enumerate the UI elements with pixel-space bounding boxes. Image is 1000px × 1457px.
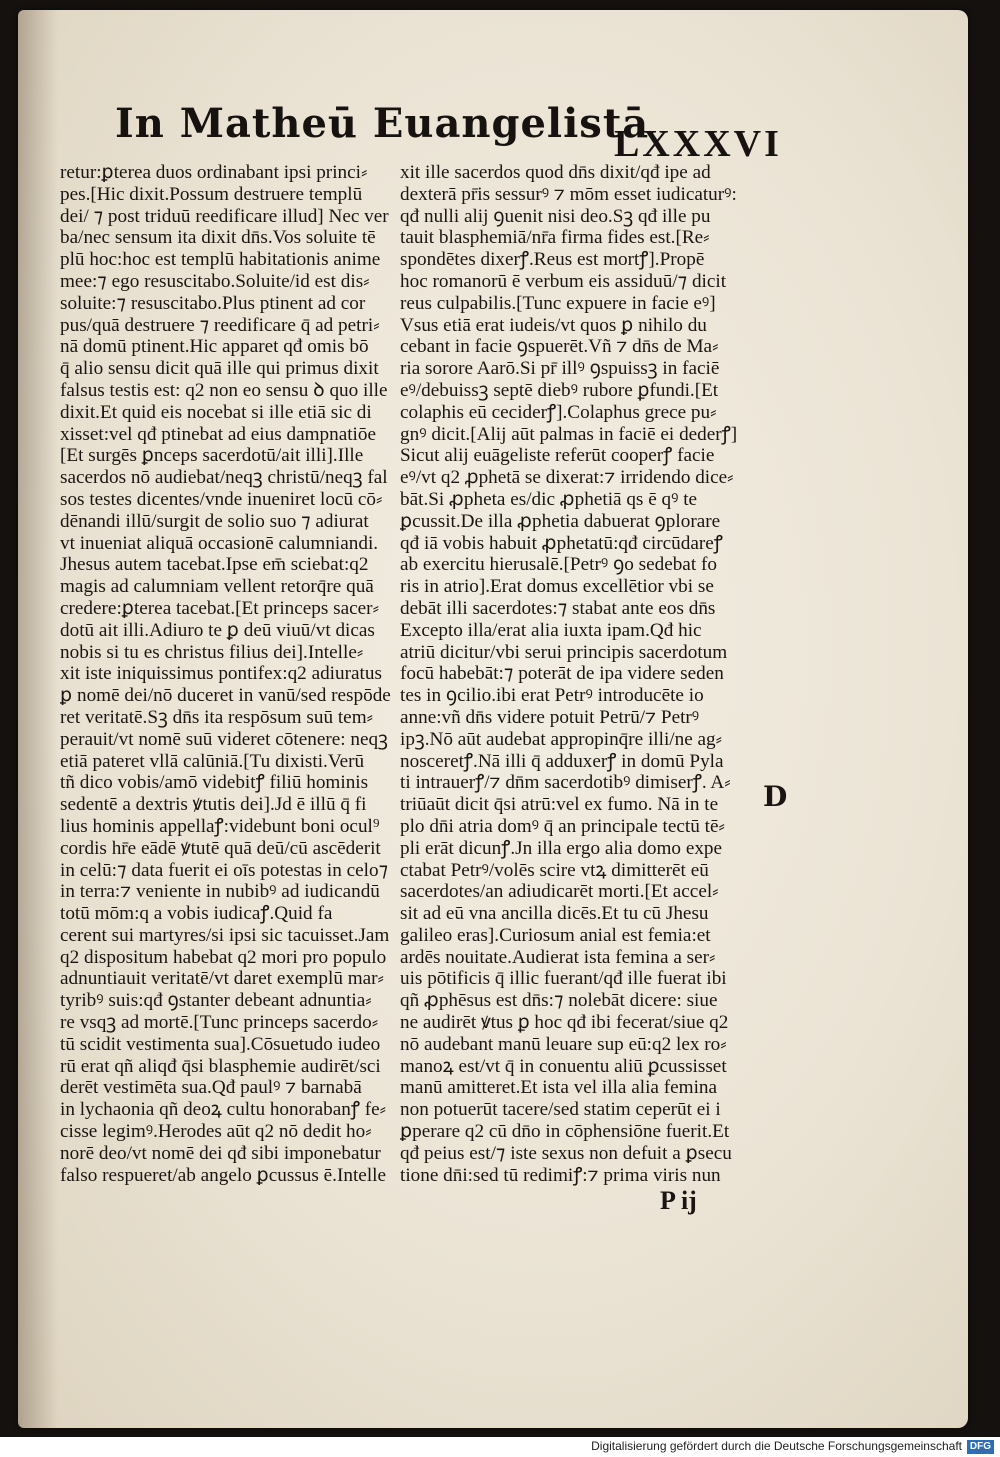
text-line: manū amitteret.Et ista vel illa alia femina: [400, 1077, 718, 1099]
text-line: galileo eras].Curiosum anial est femia:et: [400, 924, 711, 946]
text-line: Jhesus autem tacebat.Ipse em̄ sciebat:q2: [60, 554, 369, 576]
text-line: nō audebant manū leuare sup eū:q2 lex ro⸗: [400, 1033, 727, 1055]
text-line: qñ ꝓphēsus est dn̄s:⁊ nolebāt dicere: siue: [400, 990, 718, 1012]
text-line: tes in ꝯcilio.ibi erat Petrꝰ introducēte io: [400, 685, 704, 707]
text-line: ret veritatē.Sꝫ dn̄s ita respōsum suū tem⸗: [60, 706, 374, 728]
text-line: retur:ꝑterea duos ordinabant ipsi princi⸗: [60, 162, 368, 183]
text-line: cordis hr̄e eādē ꝟtutē quā deū/cū ascēderit: [60, 837, 381, 859]
text-line: credere:ꝑterea tacebat.[Et princeps sacer⸗: [60, 597, 379, 619]
text-column-left: [60, 162, 395, 1186]
text-line: in terra:⁊ veniente in nubibꝰ ad iudicandū: [60, 881, 380, 903]
footer-credit: Digitalisierung gefördert durch die Deutsche Forschungsgemeinschaft: [591, 1439, 962, 1453]
text-line: ti intrauerꝭ/⁊ dn̄m sacerdotibꝰ dimiserꝭ. A⸗: [400, 772, 731, 794]
text-line: sacerdos nō audiebat/neqꝫ christū/neqꝫ fal: [60, 467, 388, 489]
text-line: dixit.Et quid eis nocebat si ille etiā sic di: [60, 401, 372, 423]
text-line: manoꝝ est/vt q̄ in conuentu aliū ꝑcussisset: [400, 1055, 727, 1077]
text-line: xit iste iniquissimus pontifex:q2 adiuratus: [60, 663, 382, 685]
text-line: pus/quā destruere ⁊ reedificare q̄ ad petri⸗: [60, 314, 380, 336]
text-line: ꝑcussit.De illa ꝓphetia dabuerat ꝯplorare: [400, 510, 721, 532]
text-line: focū habebāt:⁊ poterāt de ipa videre seden: [400, 663, 724, 685]
text-line: tione dn̄i:sed tū redimiꝭ:⁊ prima viris nun: [400, 1164, 721, 1186]
text-line: plo dn̄i atria domꝰ q̄ an principale tectū tē⸗: [400, 815, 725, 837]
text-line: [Et surgēs ꝑnceps sacerdotū/ait illi].Ille: [60, 445, 364, 467]
text-line: sit ad eū vna ancilla dicēs.Et tu cū Jhesu: [400, 903, 709, 925]
text-line: nobis si tu es christus filius dei].Intelle⸗: [60, 641, 364, 663]
text-line: tū scidit vestimenta sua].Cōsuetudo iudeo: [60, 1033, 381, 1055]
text-line: ne audirēt ꝟtus ꝑ hoc qđ ibi fecerat/siue q2: [400, 1012, 729, 1034]
marginal-letter: D: [763, 780, 788, 813]
text-line: ria sorore Aarō.Si pr̄ illꝰ ꝯspuissꝫ in faciē: [400, 358, 720, 380]
text-line: q2 dispositum habebat q2 mori pro populo: [60, 946, 387, 968]
text-line: dexterā pr̄is sessurꝰ ⁊ mōm esset iudicaturꝰ:: [400, 183, 737, 205]
text-line: pes.[Hic dixit.Possum destruere templū: [60, 183, 363, 205]
text-line: adnuntiauit veritatē/vt daret exemplū mar⸗: [60, 968, 384, 990]
text-line: dei/ ⁊ post triduū reedificare illud] Nec ver: [60, 205, 389, 227]
text-line: xit ille sacerdos quod dn̄s dixit/qđ ipe ad: [400, 162, 711, 183]
text-line: in lychaonia qñ deoꝝ cultu honorabanꝭ fe⸗: [60, 1099, 387, 1121]
text-line: falsus testis est: q2 non eo sensu ꝺ quo ille: [60, 379, 388, 401]
text-line: ba/nec sensum ita dixit dn̄s.Vos soluite tē: [60, 227, 376, 249]
running-title: In Matheū Euangelistā: [115, 100, 650, 147]
text-line: totū mōm:q a vobis iudicaꝭ.Quid fa: [60, 903, 333, 925]
text-line: debāt illi sacerdotes:⁊ stabat ante eos dn̄s: [400, 597, 716, 619]
text-line: Vsus etiā erat iudeis/vt quos ꝑ nihilo du: [400, 314, 707, 336]
text-line: xisset:vel qđ ptinebat ad eius dampnatiōe: [60, 423, 376, 445]
text-line: q̄ alio sensu dicit quā ille qui primus dixit: [60, 358, 379, 380]
text-line: re vsqꝫ ad mortē.[Tunc princeps sacerdo⸗: [60, 1012, 379, 1034]
dfg-logo: DFG: [967, 1440, 994, 1454]
text-line: qđ nulli alij ꝯuenit nisi deo.Sꝫ qđ ille pu: [400, 205, 711, 227]
text-line: tñ dico vobis/amō videbitꝭ filiū hominis: [60, 772, 369, 794]
text-line: falso respueret/ab angelo ꝑcussus ē.Intelle: [60, 1164, 386, 1186]
text-line: non potuerūt tacere/sed statim ceperūt ei i: [400, 1099, 721, 1121]
signature-mark: P ij: [660, 1186, 697, 1215]
text-line: lius hominis appellaꝭ:videbunt boni ocul⁹: [60, 815, 380, 837]
page-gutter-shadow: [18, 10, 58, 1428]
text-line: rū erat qñ aliqđ q̄si blasphemie audirēt/sci: [60, 1055, 381, 1077]
text-line: sedentē a dextris ꝟtutis dei].Jd ē illū q̄ fi: [60, 794, 367, 816]
text-line: sacerdotes/an adiudicarēt morti.[Et accel⸗: [400, 881, 719, 903]
folio-number: LXXXVI: [614, 123, 782, 165]
text-line: nā domū ptinent.Hic apparet qđ omis bō: [60, 336, 369, 358]
text-line: qđ peius est/⁊ iste sexus non defuit a ꝑsecu: [400, 1142, 732, 1164]
footer-bar: [0, 1437, 1000, 1457]
text-line: tauit blasphemiā/nr̄a firma fides est.[Re⸗: [400, 227, 710, 249]
text-line: in celū:⁊ data fuerit ei oīs potestas in celo⁊: [60, 859, 389, 881]
text-line: pli erāt dicunꝭ.Jn illa ergo alia domo expe: [400, 837, 723, 859]
text-line: uis pōtificis q̄ illic fuerant/qđ ille fuerat ibi: [400, 968, 727, 990]
text-line: spondētes dixerꝭ.Reus est mortꝭ].Propē: [400, 249, 705, 271]
text-line: eꝰ/vt q2 ꝓphetā se dixerat:⁊ irridendo dice⸗: [400, 467, 734, 489]
text-line: ꝑ nomē dei/nō duceret in vanū/sed respōde: [60, 685, 391, 707]
text-line: plū hoc:hoc est templū habitationis anime: [60, 249, 381, 271]
text-column-right: [400, 162, 755, 1186]
text-line: bāt.Si ꝓpheta es/dic ꝓphetiā qs ē qꝰ te: [400, 488, 698, 510]
text-line: ctabat Petrꝰ/volēs scire vtꝝ dimitterēt eū: [400, 859, 709, 881]
text-line: etiā pateret vllā calūniā.[Tu dixisti.Verū: [60, 750, 365, 772]
text-line: Excepto illa/erat alia iuxta ipam.Qđ hic: [400, 619, 702, 641]
text-line: vt inueniat aliquā occasionē calumniandi.: [60, 532, 379, 554]
book-page: [18, 10, 968, 1428]
text-line: Sicut alij euāgeliste referūt cooperꝭ facie: [400, 445, 715, 467]
text-line: dotū ait illi.Adiuro te ꝑ deū viuū/vt dicas: [60, 619, 375, 641]
text-line: mee:⁊ ego resuscitabo.Soluite/id est dis⸗: [60, 270, 370, 292]
text-line: ardēs nouitate.Audierat ista femina a ser⸗: [400, 946, 716, 968]
text-line: ab exercitu hierusalē.[Petrꝰ ꝯo sedebat fo: [400, 554, 717, 576]
text-line: dēnandi illū/surgit de solio suo ⁊ adiurat: [60, 510, 369, 532]
text-line: eꝰ/debuissꝫ septē diebꝰ rubore ꝑfundi.[Et: [400, 379, 719, 401]
text-line: cerent sui martyres/si ipsi sic tacuisset.Jam: [60, 924, 390, 946]
text-line: magis ad calumniam vellent retorq̄re quā: [60, 576, 374, 598]
text-line: triūaūt dicit q̄si atrū:vel ex fumo. Nā in te: [400, 794, 719, 816]
text-line: atriū dicitur/vbi serui principis sacerdotum: [400, 641, 728, 663]
text-line: nosceretꝭ.Nā illi q̄ adduxerꝭ in domū Pyla: [400, 750, 724, 772]
text-line: soluite:⁊ resuscitabo.Plus ptinent ad cor: [60, 292, 366, 314]
text-line: ipꝫ.Nō aūt audebat appropinq̄re illi/ne ag⸗: [400, 728, 723, 750]
text-line: perauit/vt nomē suū videret cōtenere: neqꝫ: [60, 728, 388, 750]
text-line: tyribꝰ suis:qđ ꝯstanter debeant adnuntia⸗: [60, 990, 372, 1012]
text-line: reus culpabilis.[Tunc expuere in facie eꝰ]: [400, 292, 716, 314]
text-line: norē deo/vt nomē dei qđ sibi imponebatur: [60, 1142, 381, 1164]
text-line: anne:vñ dn̄s videre potuit Petrū/⁊ Petrꝰ: [400, 706, 700, 728]
text-line: ris in atrio].Erat domus excellētior vbi se: [400, 576, 714, 598]
text-line: sos testes dicentes/vnde inueniret locū cō⸗: [60, 488, 383, 510]
text-line: hoc romanorū ē verbum eis assiduū/⁊ dicit: [400, 270, 727, 292]
text-line: gnꝰ dicit.[Alij aūt palmas in faciē ei dederꝭ]: [400, 423, 738, 445]
text-line: derēt vestimēta sua.Qđ paulꝰ ⁊ barnabā: [60, 1077, 362, 1099]
text-line: colaphis eū ceciderꝭ].Colaphus grece pu⸗: [400, 401, 717, 423]
text-line: ꝑperare q2 cū dn̄o in cōphensiōne fuerit.Et: [400, 1121, 730, 1143]
text-line: cisse legimꝰ.Herodes aūt q2 nō dedit ho⸗: [60, 1121, 372, 1143]
text-line: cebant in facie ꝯspuerēt.Vñ ⁊ dn̄s de Ma⸗: [400, 336, 719, 358]
text-line: qđ iā vobis habuit ꝓphetatū:qđ circūdareꝭ: [400, 532, 723, 554]
